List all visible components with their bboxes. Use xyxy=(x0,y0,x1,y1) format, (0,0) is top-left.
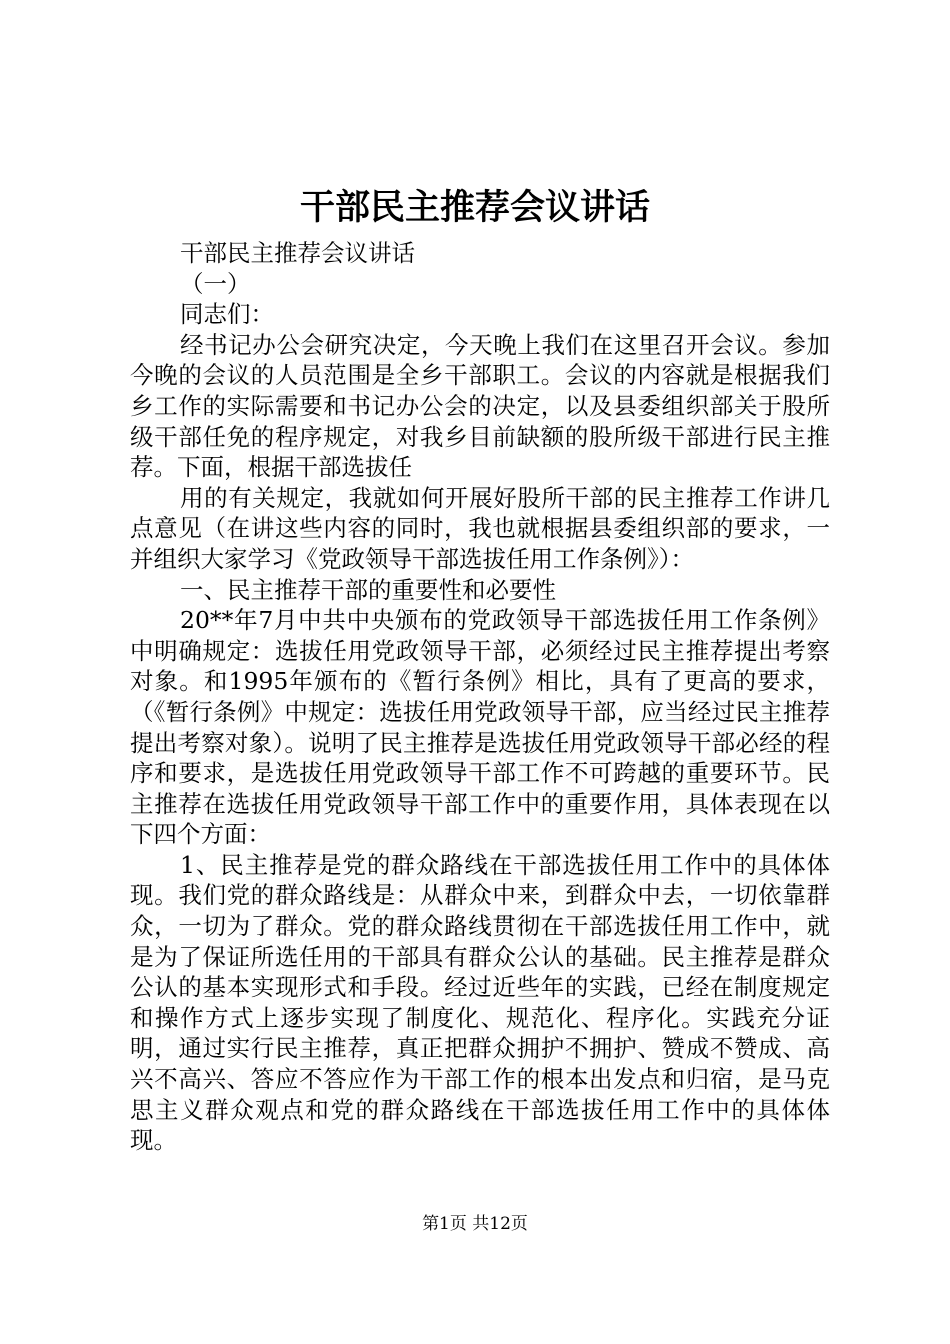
page-number-footer: 第1页 共12页 xyxy=(422,1214,528,1234)
paragraph-intro: 用的有关规定，我就如何开展好股所干部的民主推荐工作讲几点意见（在讲这些内容的同时，我也就根据县委组织部的要求，一并组织大家学习《党政领导干部选拔任用工作条例》）： xyxy=(130,483,830,573)
document-body xyxy=(130,238,830,1156)
paragraph-section-number: （一） xyxy=(180,269,251,298)
paragraph-point-1: 1、民主推荐是党的群众路线在干部选拔任用工作中的具体体现。我们党的群众路线是：从群众中来，到群众中去，一切依靠群众，一切为了群众。党的群众路线贯彻在干部选拔任用工作中，就是为了保证所选任用的干部具有群众公认的基础。民主推荐是群众公认的基本实现形式和手段。经过近些年的实践，已经在制度规定和操作方式上逐步实现了制度化、规范化、程序化。实践充分证明，通过实行民主推荐，真正把群众拥护不拥护、赞成不赞成、高兴不高兴、答应不答应作为干部工作的根本出发点和归宿，是马克思主义群众观点和党的群众路线在干部选拔任用工作中的具体体现。 xyxy=(130,850,830,1155)
paragraph-subtitle: 干部民主推荐会议讲话 xyxy=(180,239,415,267)
document-title: 干部民主推荐会议讲话 xyxy=(299,187,650,228)
paragraph-regulation: 20**年7月中共中央颁布的党政领导干部选拔任用工作条例》中明确规定：选拔任用党政领导干部，必须经过民主推荐提出考察对象。和1995年颁布的《暂行条例》相比，具有了更高的要求，（《暂行条例》中规定：选拔任用党政领导干部，应当经过民主推荐提出考察对象）。说明了民主推荐是选拔任用党政领导干部必经的程序和要求，是选拔任用党政领导干部工作不可跨越的重要环节。民主推荐在选拔任用党政领导干部工作中的重要作用，具体表现在以下四个方面： xyxy=(130,606,830,849)
paragraph-opening: 经书记办公会研究决定，今天晚上我们在这里召开会议。参加今晚的会议的人员范围是全乡干部职工。会议的内容就是根据我们乡工作的实际需要和书记办公会的决定，以及县委组织部关于股所级干部任免的程序规定，对我乡目前缺额的股所级干部进行民主推荐。下面，根据干部选拔任 xyxy=(130,330,830,482)
paragraph-salutation: 同志们： xyxy=(180,300,274,329)
paragraph-heading-1: 一、民主推荐干部的重要性和必要性 xyxy=(180,575,556,604)
